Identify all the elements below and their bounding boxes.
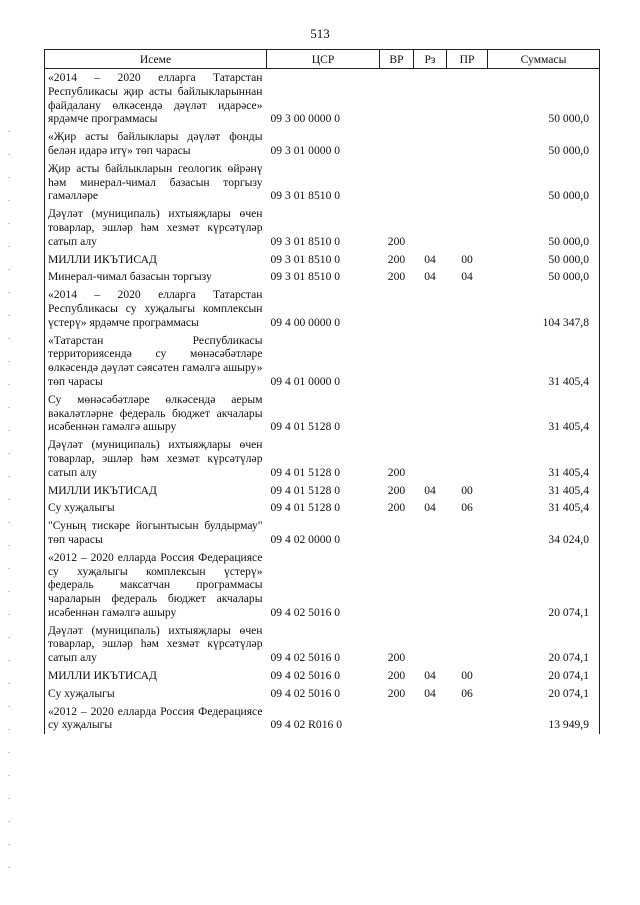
cell-vr: 200 bbox=[387, 234, 406, 248]
table-row bbox=[45, 622, 600, 667]
cell-csr: 09 4 02 R016 0 bbox=[270, 718, 342, 732]
cell-pr bbox=[447, 549, 488, 622]
cell-csr: 09 3 00 0000 0 bbox=[270, 112, 341, 126]
table-row bbox=[45, 549, 600, 622]
cell-name: Җир асты байлыкларын геологик өйрәнү һәм минерал-чимал базасын торгызу гамәлләре bbox=[45, 160, 267, 205]
cell-pr bbox=[447, 391, 488, 436]
cell-vr bbox=[380, 69, 414, 129]
cell-name: Су мөнәсәбәтләре өлкәсендә аерым вәкаләтләрне федераль бюджет акчалары исәбеннән гамәлгә ашыру bbox=[45, 391, 267, 436]
cell-name: МИЛЛИ ИКЪТИСАД bbox=[45, 482, 267, 500]
cell-csr: 09 4 01 5128 0 bbox=[270, 420, 341, 434]
cell-vr bbox=[380, 332, 414, 391]
cell-pr bbox=[447, 205, 488, 250]
cell-pr bbox=[447, 160, 488, 205]
cell-sum: 34 024,0 bbox=[488, 517, 600, 549]
table-row bbox=[45, 667, 600, 685]
cell-pr: 06 bbox=[461, 686, 473, 700]
cell-rz bbox=[414, 332, 447, 391]
cell-rz bbox=[414, 517, 447, 549]
table-row bbox=[45, 69, 600, 129]
cell-sum: 50 000,0 bbox=[488, 268, 600, 286]
cell-sum: 20 074,1 bbox=[488, 549, 600, 622]
table-row bbox=[45, 268, 600, 286]
cell-name: «2014 – 2020 елларга Татарстан Республикасы су хуҗалыгы комплексын үстерү» ярдәмче программасы bbox=[45, 286, 267, 331]
cell-pr bbox=[447, 69, 488, 129]
header-rz: Рз bbox=[414, 50, 447, 69]
cell-vr: 200 bbox=[387, 252, 406, 266]
cell-pr: 04 bbox=[461, 270, 473, 284]
cell-rz: 04 bbox=[424, 686, 436, 700]
cell-csr: 09 3 01 8510 0 bbox=[270, 189, 341, 203]
cell-vr: 200 bbox=[387, 669, 406, 683]
cell-sum: 20 074,1 bbox=[488, 667, 600, 685]
cell-vr bbox=[380, 517, 414, 549]
cell-rz bbox=[414, 436, 447, 481]
cell-vr bbox=[380, 128, 414, 160]
cell-vr: 200 bbox=[387, 651, 406, 665]
cell-csr: 09 4 01 5128 0 bbox=[270, 483, 341, 497]
cell-vr: 200 bbox=[387, 270, 406, 284]
cell-pr bbox=[447, 436, 488, 481]
cell-csr: 09 4 02 5016 0 bbox=[270, 651, 341, 665]
cell-pr: 00 bbox=[461, 669, 473, 683]
cell-rz: 04 bbox=[424, 483, 436, 497]
cell-name: «2012 – 2020 елларда Россия Федерациясе су хуҗалыгы комплексын үстерү» федераль максатчан программасы чараларын федераль бюджет акчалары исәбеннән гамәлгә ашыру bbox=[45, 549, 267, 622]
header-name: Исеме bbox=[45, 50, 267, 69]
cell-vr: 200 bbox=[387, 501, 406, 515]
cell-sum: 104 347,8 bbox=[488, 286, 600, 331]
cell-csr: 09 3 01 0000 0 bbox=[270, 143, 341, 157]
cell-name: МИЛЛИ ИКЪТИСАД bbox=[45, 251, 267, 269]
cell-vr bbox=[380, 549, 414, 622]
cell-csr: 09 3 01 8510 0 bbox=[270, 270, 341, 284]
table-body bbox=[45, 69, 600, 735]
cell-sum: 50 000,0 bbox=[488, 160, 600, 205]
table-row bbox=[45, 128, 600, 160]
table-row bbox=[45, 499, 600, 517]
cell-pr bbox=[447, 703, 488, 735]
cell-name: Су хуҗалыгы bbox=[45, 499, 267, 517]
header-vr: ВР bbox=[380, 50, 414, 69]
cell-name: «2014 – 2020 елларга Татарстан Республикасы җир асты байлыкларыннан файдалану өлкәсендә дәүләт идарәсе» ярдәмче программасы bbox=[45, 69, 267, 129]
cell-vr bbox=[380, 391, 414, 436]
cell-csr: 09 4 02 5016 0 bbox=[270, 605, 341, 619]
cell-vr bbox=[380, 703, 414, 735]
cell-sum: 31 405,4 bbox=[488, 482, 600, 500]
cell-sum: 31 405,4 bbox=[488, 332, 600, 391]
cell-rz: 04 bbox=[424, 501, 436, 515]
cell-pr bbox=[447, 332, 488, 391]
cell-rz bbox=[414, 160, 447, 205]
cell-csr: 09 3 01 8510 0 bbox=[270, 234, 341, 248]
cell-csr: 09 4 01 5128 0 bbox=[270, 501, 341, 515]
cell-pr: 06 bbox=[461, 501, 473, 515]
cell-name: «Татарстан Республикасы территориясендә су мөнәсәбәтләре өлкәсендә дәүләт сәясәтен гамәлгә ашыру» төп чарасы bbox=[45, 332, 267, 391]
table-row bbox=[45, 685, 600, 703]
cell-csr: 09 4 02 5016 0 bbox=[270, 669, 341, 683]
cell-csr: 09 3 01 8510 0 bbox=[270, 252, 341, 266]
cell-rz bbox=[414, 286, 447, 331]
header-pr: ПР bbox=[447, 50, 488, 69]
page-number: 513 bbox=[310, 26, 330, 41]
cell-rz bbox=[414, 622, 447, 667]
cell-csr: 09 4 00 0000 0 bbox=[270, 315, 341, 329]
cell-pr bbox=[447, 128, 488, 160]
cell-pr bbox=[447, 286, 488, 331]
cell-csr: 09 4 02 5016 0 bbox=[270, 686, 341, 700]
cell-name: «2012 – 2020 елларда Россия Федерациясе су хуҗалыгы bbox=[45, 703, 267, 735]
cell-rz bbox=[414, 703, 447, 735]
cell-sum: 50 000,0 bbox=[488, 251, 600, 269]
table-row bbox=[45, 391, 600, 436]
cell-pr bbox=[447, 622, 488, 667]
cell-pr: 00 bbox=[461, 252, 473, 266]
cell-csr: 09 4 01 0000 0 bbox=[270, 374, 341, 388]
cell-name: Дәүләт (муниципаль) ихтыяҗлары өчен товарлар, эшләр һәм хезмәт күрсәтүләр сатып алу bbox=[45, 436, 267, 481]
cell-name: Дәүләт (муниципаль) ихтыяҗлары өчен товарлар, эшләр һәм хезмәт күрсәтүләр сатып алу bbox=[45, 205, 267, 250]
table-row bbox=[45, 332, 600, 391]
cell-sum: 31 405,4 bbox=[488, 391, 600, 436]
cell-vr: 200 bbox=[387, 686, 406, 700]
table-row bbox=[45, 160, 600, 205]
cell-sum: 50 000,0 bbox=[488, 69, 600, 129]
cell-pr: 00 bbox=[461, 483, 473, 497]
cell-name: МИЛЛИ ИКЪТИСАД bbox=[45, 667, 267, 685]
table-row bbox=[45, 205, 600, 250]
cell-name: Минерал-чимал базасын торгызу bbox=[45, 268, 267, 286]
table-row bbox=[45, 436, 600, 481]
cell-sum: 50 000,0 bbox=[488, 205, 600, 250]
cell-pr bbox=[447, 517, 488, 549]
cell-sum: 31 405,4 bbox=[488, 499, 600, 517]
table-row bbox=[45, 251, 600, 269]
cell-rz bbox=[414, 69, 447, 129]
header-sum: Суммасы bbox=[488, 50, 600, 69]
budget-table bbox=[44, 49, 600, 734]
table-header bbox=[45, 50, 600, 69]
cell-vr: 200 bbox=[387, 465, 406, 479]
cell-vr: 200 bbox=[387, 483, 406, 497]
cell-vr bbox=[380, 160, 414, 205]
cell-sum: 13 949,9 bbox=[488, 703, 600, 735]
cell-sum: 20 074,1 bbox=[488, 685, 600, 703]
cell-name: Дәүләт (муниципаль) ихтыяҗлары өчен товарлар, эшләр һәм хезмәт күрсәтүләр сатып алу bbox=[45, 622, 267, 667]
cell-sum: 20 074,1 bbox=[488, 622, 600, 667]
table-row bbox=[45, 703, 600, 735]
header-csr: ЦСР bbox=[267, 50, 380, 69]
cell-rz bbox=[414, 391, 447, 436]
cell-sum: 50 000,0 bbox=[488, 128, 600, 160]
cell-name: "Суның тискәре йогынтысын булдырмау" төп чарасы bbox=[45, 517, 267, 549]
cell-rz: 04 bbox=[424, 669, 436, 683]
cell-rz: 04 bbox=[424, 270, 436, 284]
cell-csr: 09 4 02 0000 0 bbox=[270, 532, 341, 546]
cell-sum: 31 405,4 bbox=[488, 436, 600, 481]
cell-rz bbox=[414, 549, 447, 622]
cell-vr bbox=[380, 286, 414, 331]
scan-margin-dots bbox=[8, 120, 10, 880]
table-row bbox=[45, 517, 600, 549]
cell-name: «Җир асты байлыклары дәүләт фонды белән идарә итү» төп чарасы bbox=[45, 128, 267, 160]
cell-rz bbox=[414, 205, 447, 250]
table-row bbox=[45, 482, 600, 500]
cell-name: Су хуҗалыгы bbox=[45, 685, 267, 703]
table-row bbox=[45, 286, 600, 331]
cell-rz: 04 bbox=[424, 252, 436, 266]
cell-csr: 09 4 01 5128 0 bbox=[270, 465, 341, 479]
cell-rz bbox=[414, 128, 447, 160]
